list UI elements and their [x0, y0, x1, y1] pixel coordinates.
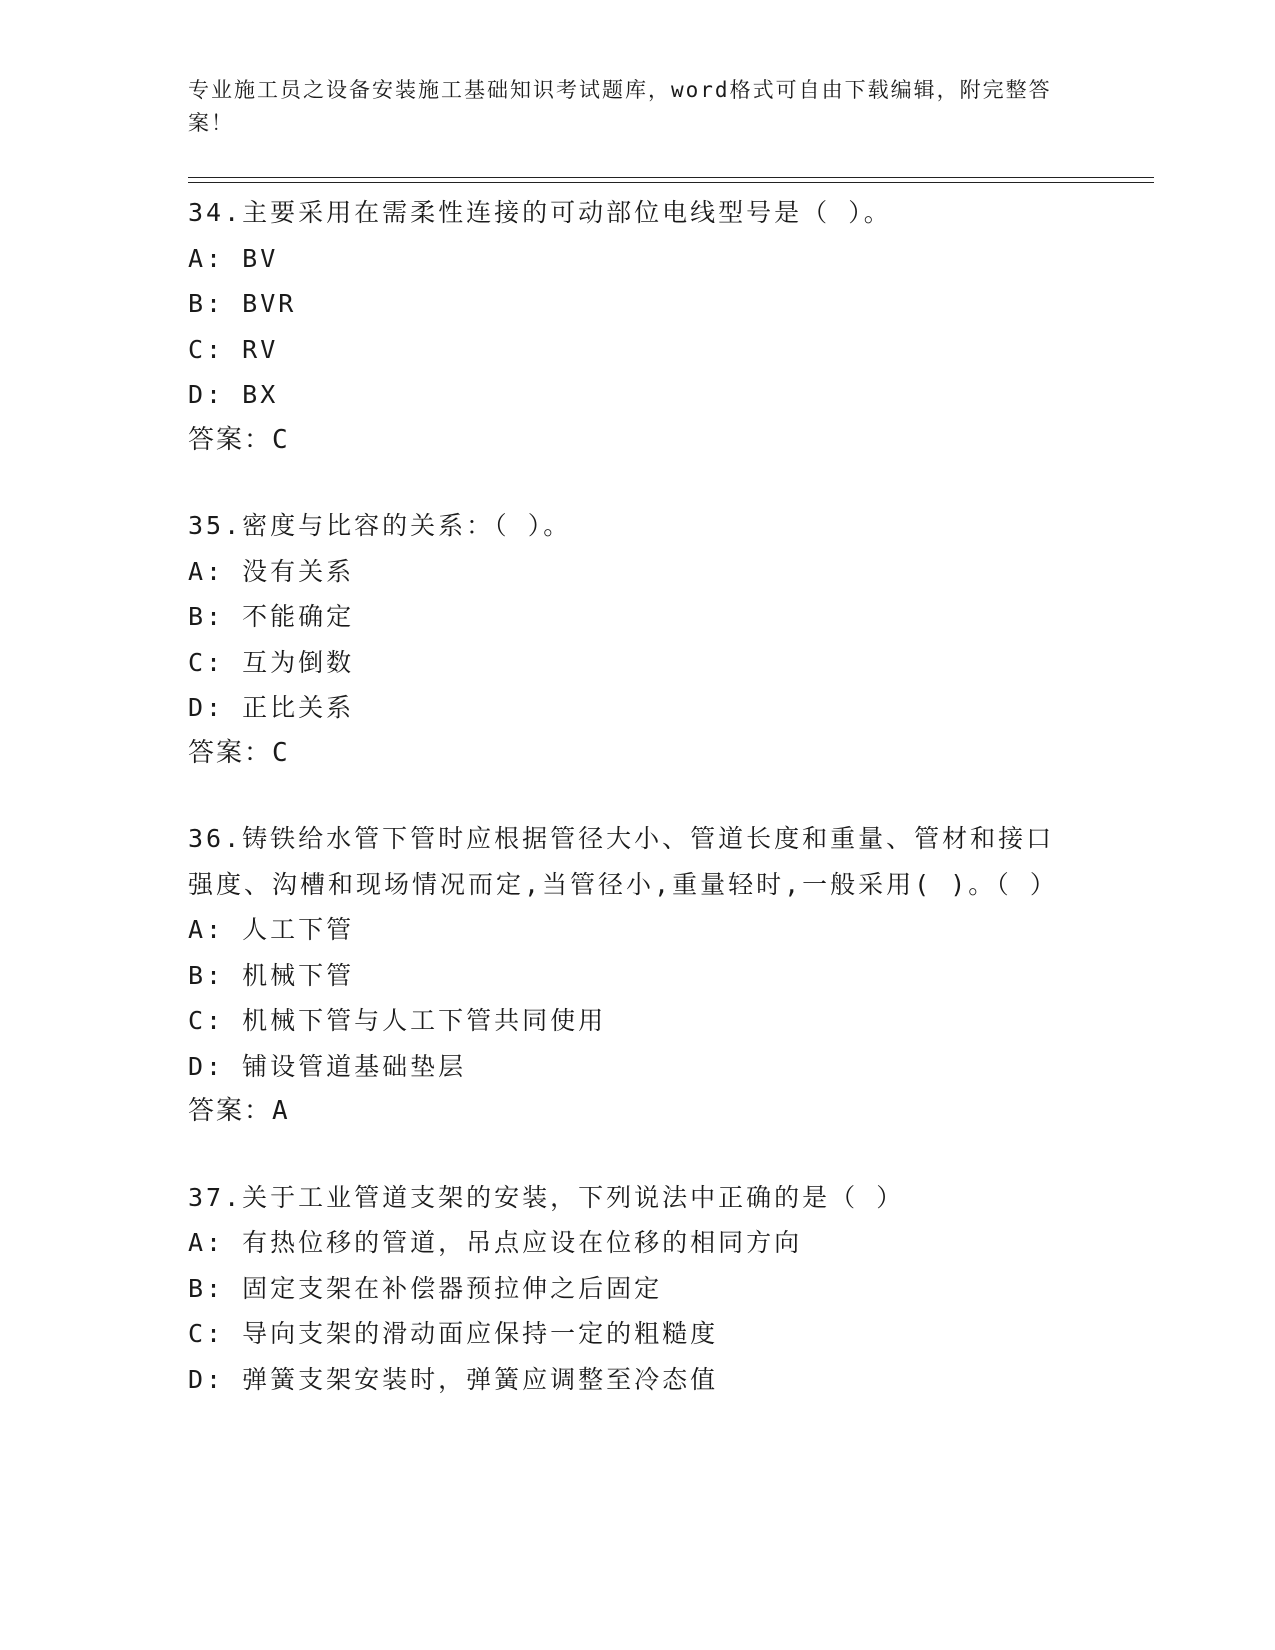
question-stem: 34.主要采用在需柔性连接的可动部位电线型号是（ ）。 — [188, 198, 892, 227]
option-a: A: 有热位移的管道，吊点应设在位移的相同方向 — [188, 1228, 803, 1257]
option-b: B: 不能确定 — [188, 602, 355, 631]
option-d: D: 正比关系 — [188, 693, 355, 722]
question-35 — [188, 503, 1068, 776]
answer: 答案：A — [188, 1096, 290, 1126]
option-a: A: 人工下管 — [188, 915, 355, 944]
option-c: C: 机械下管与人工下管共同使用 — [188, 1006, 607, 1035]
option-b: B: BVR — [188, 289, 297, 318]
header-rule-top — [188, 177, 1154, 178]
question-stem: 35.密度与比容的关系：（ ）。 — [188, 511, 572, 540]
question-34 — [188, 190, 1068, 463]
option-c: C: 互为倒数 — [188, 647, 355, 677]
option-a: A: 没有关系 — [188, 556, 355, 586]
option-d: D: 弹簧支架安装时，弹簧应调整至冷态值 — [188, 1364, 719, 1394]
question-stem: 36.铸铁给水管下管时应根据管径大小、管道长度和重量、管材和接口强度、沟槽和现场情况而定,当管径小,重量轻时,一般采用( )。（ ） — [188, 824, 1058, 899]
answer: 答案：C — [188, 737, 290, 768]
question-list — [188, 190, 1068, 1442]
option-d: D: BX — [188, 380, 279, 409]
document-header: 专业施工员之设备安装施工基础知识考试题库，word格式可自由下载编辑，附完整答案！ — [188, 78, 1052, 135]
question-36 — [188, 816, 1068, 1135]
option-b: B: 机械下管 — [188, 960, 355, 990]
answer: 答案：C — [188, 424, 290, 455]
question-stem: 37.关于工业管道支架的安装，下列说法中正确的是（ ） — [188, 1182, 905, 1212]
option-c: C: 导向支架的滑动面应保持一定的粗糙度 — [188, 1319, 719, 1348]
option-b: B: 固定支架在补偿器预拉伸之后固定 — [188, 1273, 663, 1303]
question-37 — [188, 1175, 1068, 1403]
option-d: D: 铺设管道基础垫层 — [188, 1051, 467, 1081]
option-c: C: RV — [188, 334, 279, 364]
header-rule-bottom — [188, 182, 1154, 183]
option-a: A: BV — [188, 243, 279, 273]
